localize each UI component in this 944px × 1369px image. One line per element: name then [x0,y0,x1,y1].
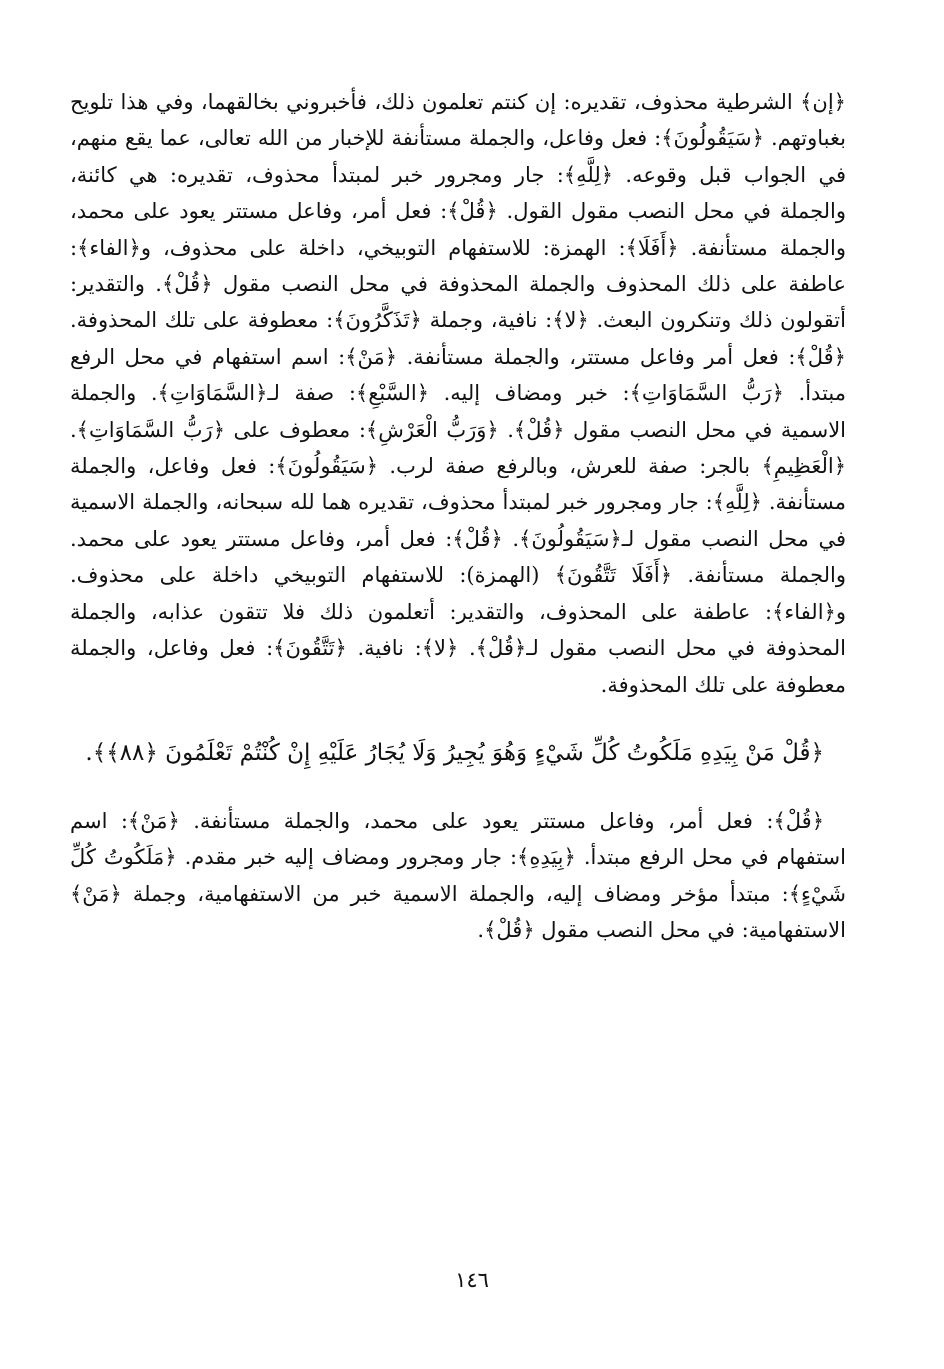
quran-verse: ﴿قُلْ مَنْ بِيَدِهِ مَلَكُوتُ كُلِّ شَيْءٍ وَهُوَ يُجِيرُ وَلَا يُجَارُ عَلَيْهِ إِنْ كُنْتُمْ تَعْلَمُونَ ﴿٨٨﴾﴾. [85,739,824,766]
commentary-paragraph-1: ﴿إن﴾ الشرطية محذوف، تقديره: إن كنتم تعلمون ذلك، فأخبروني بخالقهما، وفي هذا تلويح بغباوتهم. ﴿سَيَقُولُونَ﴾: فعل وفاعل، والجملة مستأنفة للإخبار من الله تعالى، عما يقع منهم، في الجواب قبل وقوعه. ﴿لِلَّهِ﴾: جار ومجرور خبر لمبتدأ محذوف، تقديره: هي كائنة، والجملة في محل النصب مقول القول. ﴿قُلْ﴾: فعل أمر، وفاعل مستتر يعود على محمد، والجملة مستأنفة. ﴿أَفَلَا﴾: الهمزة: للاستفهام التوبيخي، داخلة على محذوف، و﴿الفاء﴾: عاطفة على ذلك المحذوف والجملة المحذوفة في محل النصب مقول ﴿قُلْ﴾. والتقدير: أتقولون ذلك وتنكرون البعث. ﴿لا﴾: نافية، وجملة ﴿تَذَكَّرُونَ﴾: معطوفة على تلك المحذوفة. ﴿قُلْ﴾: فعل أمر وفاعل مستتر، والجملة مستأنفة. ﴿مَنْ﴾: اسم استفهام في محل الرفع مبتدأ. ﴿رَبُّ السَّمَاوَاتِ﴾: خبر ومضاف إليه. ﴿السَّبْعِ﴾: صفة لـ﴿السَّمَاوَاتِ﴾. والجملة الاسمية في محل النصب مقول ﴿قُلْ﴾. ﴿وَرَبُّ الْعَرْشِ﴾: معطوف على ﴿رَبُّ السَّمَاوَاتِ﴾. ﴿الْعَظِيمِ﴾ بالجر: صفة للعرش، وبالرفع صفة لرب. ﴿سَيَقُولُونَ﴾: فعل وفاعل، والجملة مستأنفة. ﴿لِلَّهِ﴾: جار ومجرور خبر لمبتدأ محذوف، تقديره هما لله سبحانه، والجملة الاسمية في محل النصب مقول لـ﴿سَيَقُولُونَ﴾. ﴿قُلْ﴾: فعل أمر، وفاعل مستتر يعود على محمد. والجملة مستأنفة. ﴿أَفَلَا تَتَّقُونَ﴾ (الهمزة): للاستفهام التوبيخي داخلة على محذوف. و﴿الفاء﴾: عاطفة على المحذوف، والتقدير: أتعلمون ذلك فلا تتقون عذابه، والجملة المحذوفة في محل النصب مقول لـ﴿قُلْ﴾. ﴿لا﴾: نافية. ﴿تَتَّقُونَ﴾: فعل وفاعل، والجملة معطوفة على تلك المحذوفة. [70,90,846,697]
commentary-paragraph-2: ﴿قُلْ﴾: فعل أمر، وفاعل مستتر يعود على محمد، والجملة مستأنفة. ﴿مَنْ﴾: اسم استفهام في محل الرفع مبتدأ. ﴿بِيَدِهِ﴾: جار ومجرور ومضاف إليه خبر مقدم. ﴿مَلَكُوتُ كُلِّ شَيْءٍ﴾: مبتدأ مؤخر ومضاف إليه، والجملة الاسمية خبر من الاستفهامية، وجملة ﴿مَنْ﴾ الاستفهامية: في محل النصب مقول ﴿قُلْ﴾. [70,808,846,943]
page-number: ١٤٦ [455,1268,489,1292]
page-content [70,84,846,949]
